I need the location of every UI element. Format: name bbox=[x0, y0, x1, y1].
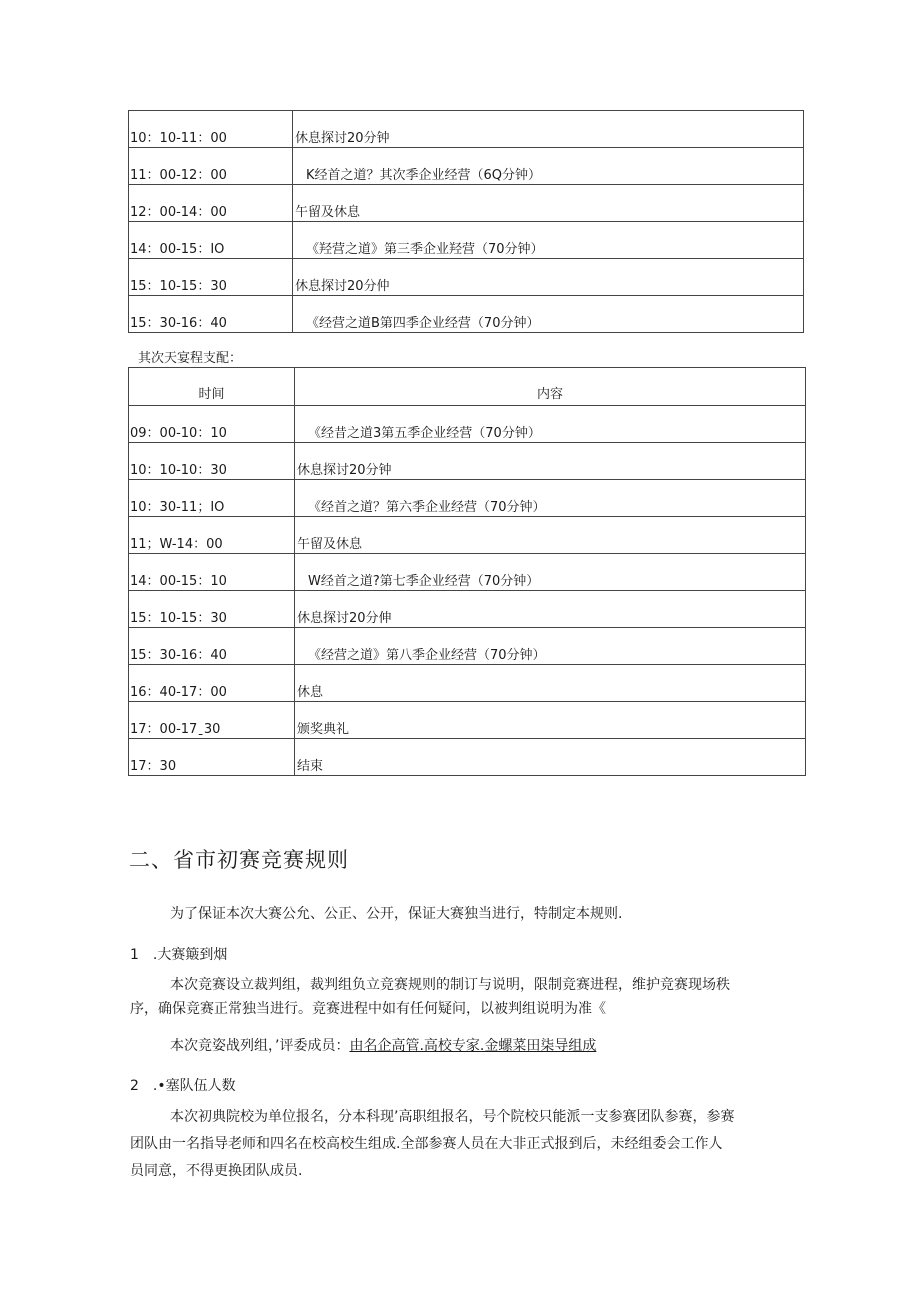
content-cell: 《经营之道》第八季企业经营（70分钟） bbox=[295, 628, 806, 665]
content-cell: 结束 bbox=[295, 739, 806, 776]
time-cell: 10：10-11：00 bbox=[129, 111, 293, 148]
table-row bbox=[129, 222, 804, 259]
table-row bbox=[129, 665, 806, 702]
time-cell: 15：30-16：40 bbox=[129, 628, 295, 665]
time-cell: 09：00-10：10 bbox=[129, 406, 295, 443]
item1-title: 1 .大赛簸到烟 bbox=[130, 947, 228, 963]
content-cell: 休息探讨20分仲 bbox=[293, 259, 804, 296]
time-cell: 10：10-10：30 bbox=[129, 443, 295, 480]
item1-para2 bbox=[170, 1034, 596, 1058]
content-cell: 颁奖典礼 bbox=[295, 702, 806, 739]
intro-paragraph: 为了保证本次大赛公允、公正、公开，保证大赛独当进行，特制定本规则. bbox=[170, 906, 623, 922]
content-cell: 《经昔之道3第五季企业经营（70分钟） bbox=[295, 406, 806, 443]
content-cell: 休息 bbox=[295, 665, 806, 702]
section-title: 二、省市初赛竞赛规则 bbox=[129, 848, 349, 872]
content-cell: 《经首之道？第六季企业经营（70分钟） bbox=[295, 480, 806, 517]
time-cell: 10：30-11；IO bbox=[129, 480, 295, 517]
item1-para1-line1: 本次竞赛设立裁判组，裁判组负立竞赛规则的制订与说明，限制竞赛进程，维护竞赛现场秩 bbox=[170, 977, 730, 993]
time-cell: 17：30 bbox=[129, 739, 295, 776]
item1-para1-line2: 序，确保竞赛正常独当进行。竞赛进程中如有任何疑问，以被判组说明为准《 bbox=[130, 1001, 606, 1017]
item2-title: 2 .•塞队伍人数 bbox=[130, 1078, 236, 1094]
table-row bbox=[129, 480, 806, 517]
header-time: 时间 bbox=[129, 368, 295, 406]
table-row bbox=[129, 628, 806, 665]
content-cell: 《羟营之道》第三季企业羟营（70分钟） bbox=[293, 222, 804, 259]
item1-para2-prefix: 本次竞姿战列组，’评委成员： bbox=[170, 1038, 350, 1054]
item2-line1: 本次初典院校为单位报名，分本科现’高职组报名，号个院校只能派一支参赛团队参赛，参赛 bbox=[170, 1109, 735, 1125]
time-cell: 15：10-15：30 bbox=[129, 259, 293, 296]
table-row bbox=[129, 443, 806, 480]
table-header-row bbox=[129, 368, 806, 406]
table-row bbox=[129, 296, 804, 333]
item2-line2: 团队由一名指导老师和四名在校高校生组成.全部参赛人员在大非正式报到后，未经组委会工作人 bbox=[130, 1136, 723, 1152]
content-cell: 午留及休息 bbox=[293, 185, 804, 222]
schedule-table-day2 bbox=[128, 367, 806, 776]
time-cell: 11；W-14：00 bbox=[129, 517, 295, 554]
table-row bbox=[129, 517, 806, 554]
table-row bbox=[129, 739, 806, 776]
content-cell: 休息探讨20分钟 bbox=[293, 111, 804, 148]
table-row bbox=[129, 111, 804, 148]
content-cell: K经首之道？其次季企业经营（6Q分钟） bbox=[293, 148, 804, 185]
table-row bbox=[129, 185, 804, 222]
day2-heading: 其次天宴程支配： bbox=[138, 351, 243, 366]
time-cell: 15：10-15：30 bbox=[129, 591, 295, 628]
table-row bbox=[129, 554, 806, 591]
time-cell: 12：00-14：00 bbox=[129, 185, 293, 222]
content-cell: 休息探讨20分钟 bbox=[295, 443, 806, 480]
item1-para2-underlined: 由名企高管.高校专家.金螺菜田柒导组成 bbox=[349, 1038, 597, 1054]
table-row bbox=[129, 148, 804, 185]
time-cell: 17：00-17ˍ30 bbox=[129, 702, 295, 739]
content-cell: 《经营之道B第四季企业经营（70分钟） bbox=[293, 296, 804, 333]
content-cell: 午留及休息 bbox=[295, 517, 806, 554]
time-cell: 11：00-12：00 bbox=[129, 148, 293, 185]
content-cell: W经首之道?第七季企业经营（70分钟） bbox=[295, 554, 806, 591]
header-content: 内容 bbox=[295, 368, 806, 406]
item2-line3: 员同意，不得更换团队成员. bbox=[130, 1163, 303, 1179]
time-cell: 14：00-15：IO bbox=[129, 222, 293, 259]
table-row bbox=[129, 591, 806, 628]
schedule-table-day1 bbox=[128, 110, 804, 333]
table-row bbox=[129, 406, 806, 443]
table-row bbox=[129, 259, 804, 296]
time-cell: 16：40-17：00 bbox=[129, 665, 295, 702]
time-cell: 15：30-16：40 bbox=[129, 296, 293, 333]
time-cell: 14：00-15：10 bbox=[129, 554, 295, 591]
table-row bbox=[129, 702, 806, 739]
content-cell: 休息探讨20分伸 bbox=[295, 591, 806, 628]
